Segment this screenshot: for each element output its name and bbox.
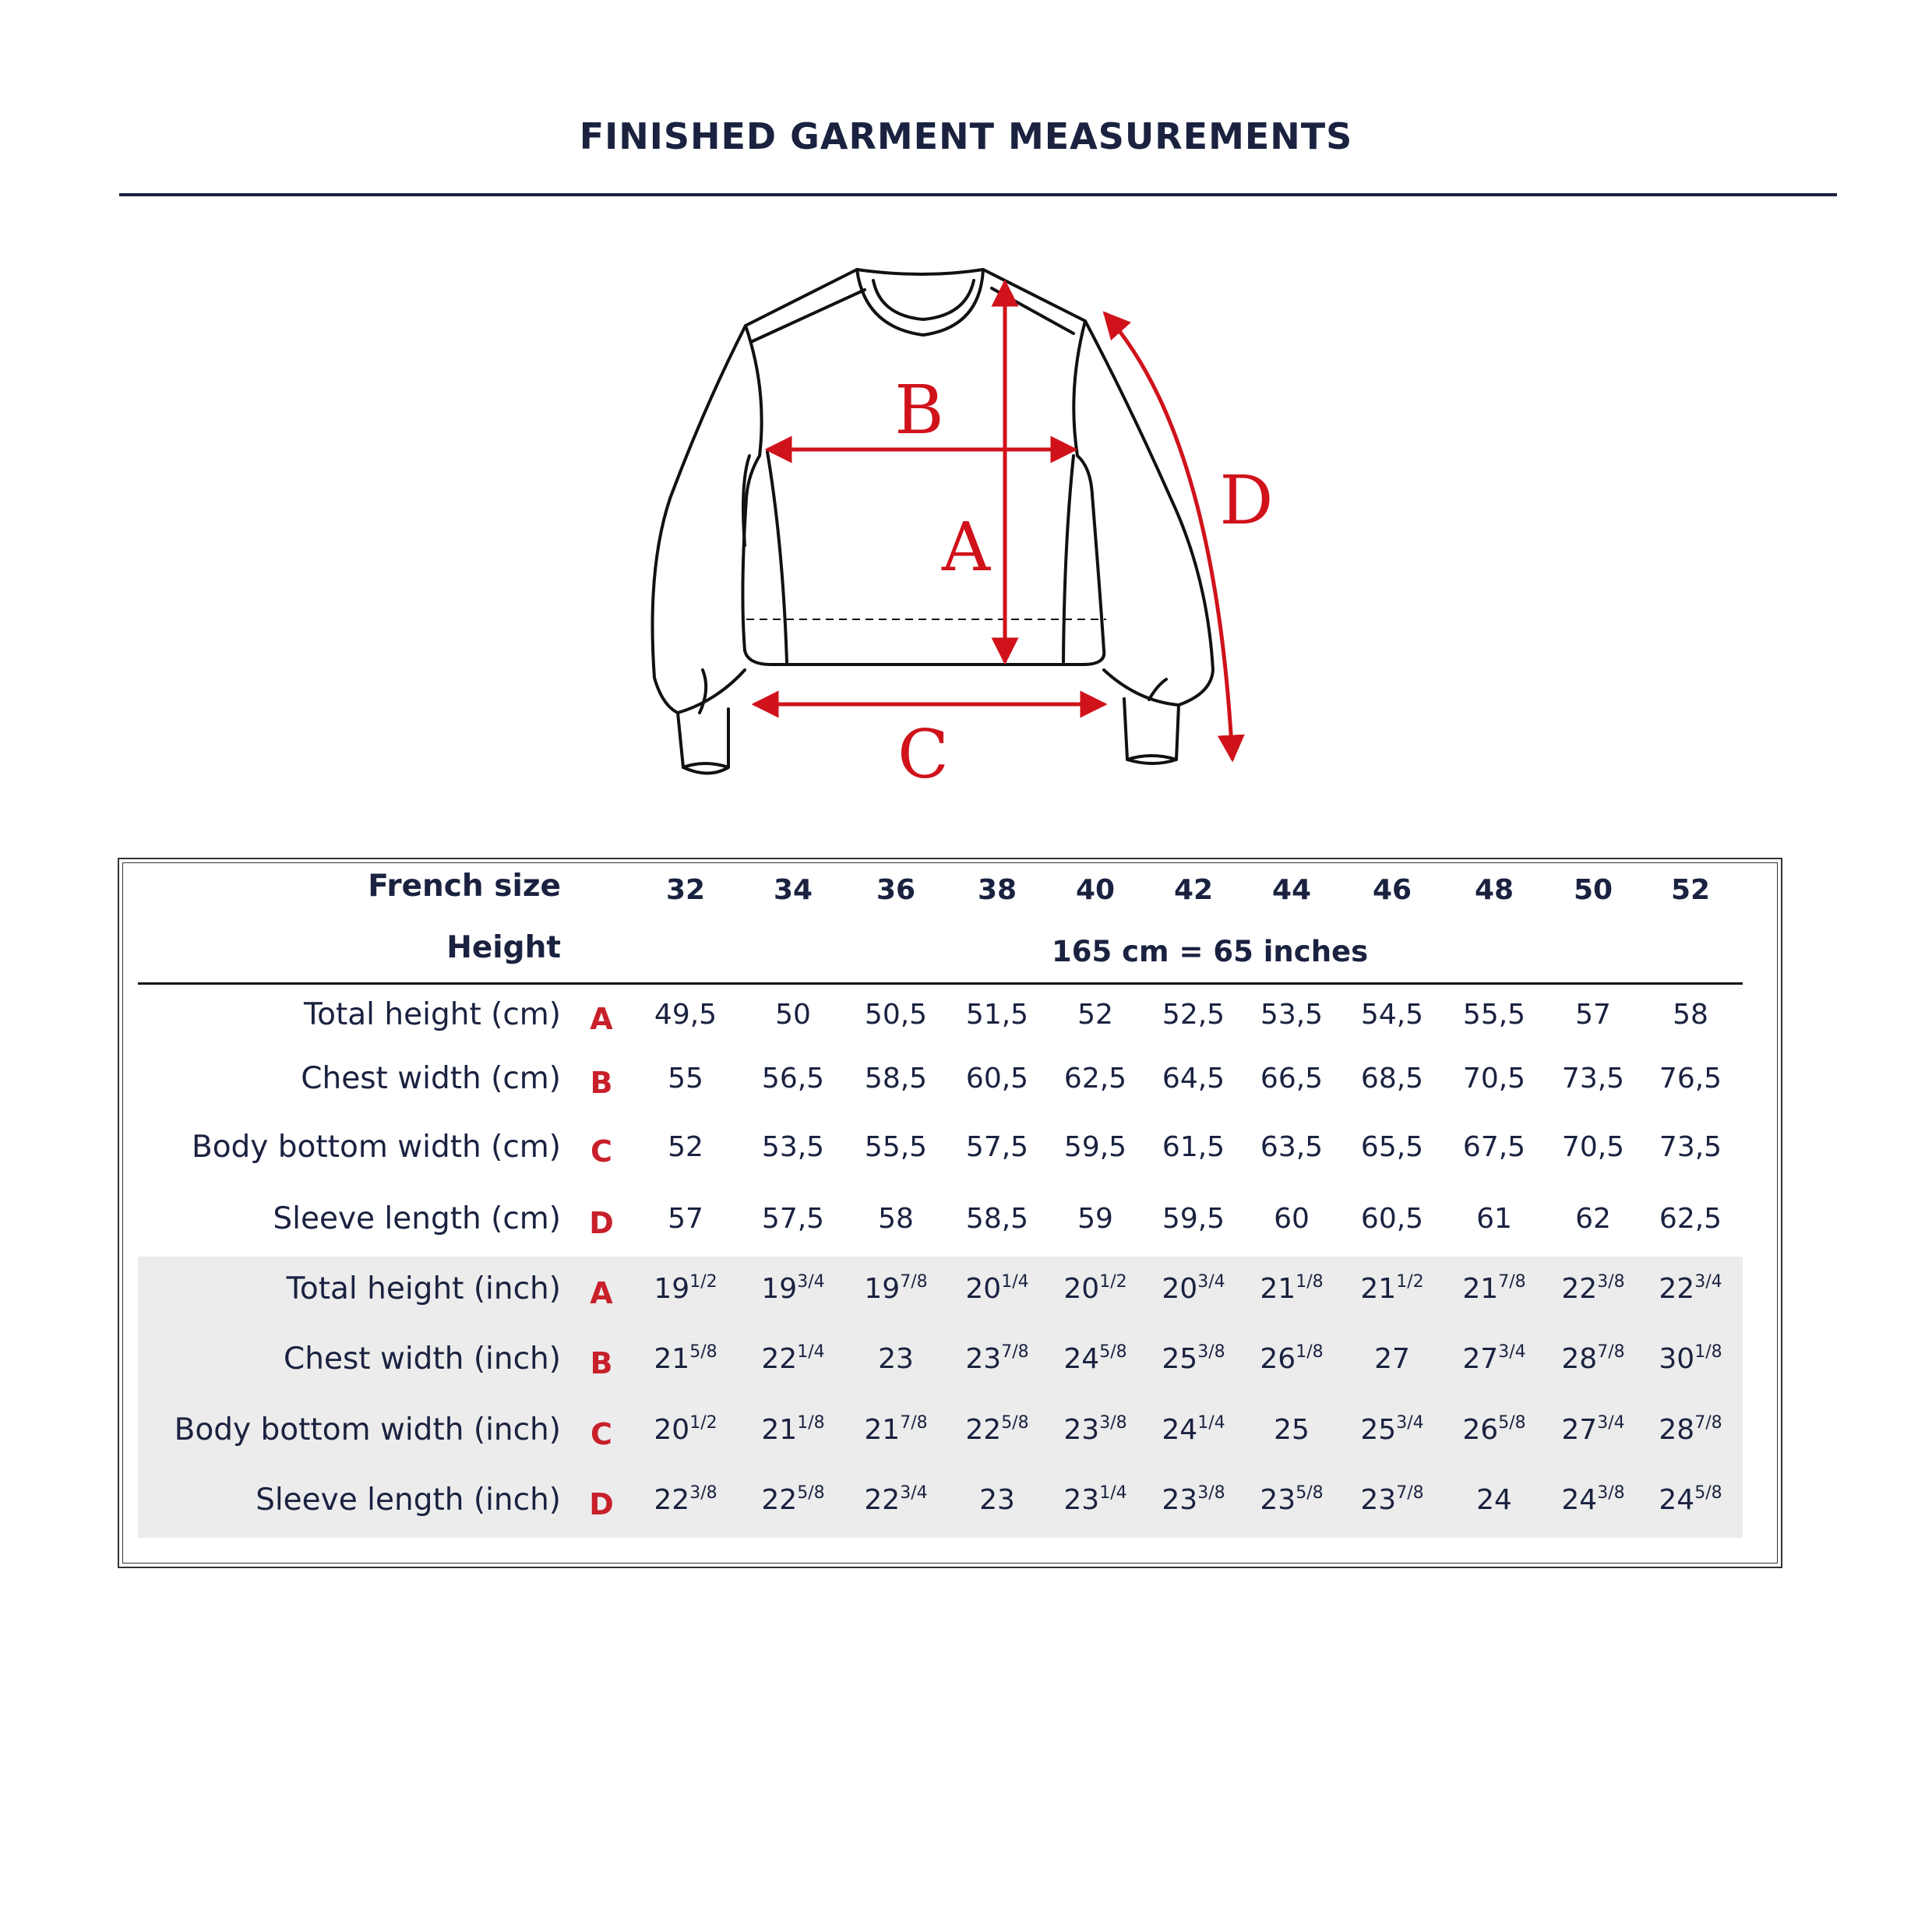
table-cell <box>1636 1273 1745 1305</box>
cell-fraction: 1/2 <box>689 1272 717 1292</box>
cell-value: 28 <box>1659 1414 1695 1446</box>
size-header-52: 52 <box>1670 874 1711 906</box>
table-cell <box>1041 1273 1150 1305</box>
table-cell <box>1041 1131 1150 1163</box>
cell-value: 56,5 <box>761 1063 825 1095</box>
cell-value: 70,5 <box>1561 1131 1625 1163</box>
table-cell <box>631 1203 740 1235</box>
table-cell <box>1338 1484 1447 1516</box>
table-cell <box>1338 1343 1447 1375</box>
cell-value: 63,5 <box>1260 1131 1324 1163</box>
table-cell <box>1539 1131 1648 1163</box>
table-cell <box>1636 1414 1745 1446</box>
row-label: Chest width (inch) <box>284 1341 561 1377</box>
table-cell <box>943 999 1052 1031</box>
cell-value: 57,5 <box>965 1131 1029 1163</box>
cell-value: 22 <box>1561 1273 1598 1305</box>
table-cell <box>1440 1203 1549 1235</box>
cell-fraction: 3/4 <box>797 1272 825 1292</box>
row-letter: B <box>590 1346 613 1380</box>
row-letter: A <box>590 1002 613 1036</box>
table-cell <box>1041 1484 1150 1516</box>
cell-fraction: 3/4 <box>1597 1413 1625 1433</box>
cell-value: 23 <box>979 1484 1015 1516</box>
cell-value: 67,5 <box>1462 1131 1526 1163</box>
table-cell <box>1041 1203 1150 1235</box>
cell-value: 57,5 <box>761 1203 825 1235</box>
table-cell <box>1338 1414 1447 1446</box>
cell-fraction: 1/8 <box>1296 1342 1324 1362</box>
table-cell <box>943 1131 1052 1163</box>
cell-fraction: 7/8 <box>1597 1342 1625 1362</box>
cell-value: 65,5 <box>1360 1131 1424 1163</box>
diagram-label-c: C <box>897 716 949 794</box>
table-cell <box>1636 1063 1745 1095</box>
cell-value: 58,5 <box>864 1063 928 1095</box>
table-cell <box>1539 999 1648 1031</box>
table-cell <box>943 1273 1052 1305</box>
cell-fraction: 3/4 <box>1396 1413 1424 1433</box>
table-cell <box>1636 1484 1745 1516</box>
cell-value: 23 <box>1360 1484 1397 1516</box>
cell-value: 23 <box>965 1343 1002 1375</box>
cell-value: 19 <box>864 1273 901 1305</box>
cell-value: 20 <box>654 1414 690 1446</box>
table-cell <box>1539 1273 1648 1305</box>
cell-value: 61,5 <box>1162 1131 1225 1163</box>
diagram-label-b: B <box>894 372 944 450</box>
cell-value: 23 <box>1162 1484 1198 1516</box>
table-cell <box>739 999 848 1031</box>
table-cell <box>631 999 740 1031</box>
cell-value: 30 <box>1659 1343 1695 1375</box>
table-cell <box>943 1063 1052 1095</box>
french-size-label: French size <box>368 869 561 904</box>
row-label: Body bottom width (cm) <box>191 1130 561 1165</box>
table-cell <box>739 1063 848 1095</box>
cell-value: 26 <box>1260 1343 1296 1375</box>
cell-fraction: 3/8 <box>1099 1413 1127 1433</box>
table-cell <box>841 1343 950 1375</box>
cell-value: 62,5 <box>1659 1203 1722 1235</box>
table-cell <box>739 1203 848 1235</box>
cell-value: 60,5 <box>1360 1203 1424 1235</box>
row-letter: C <box>591 1134 612 1169</box>
cell-value: 68,5 <box>1360 1063 1424 1095</box>
table-cell <box>1440 1131 1549 1163</box>
table-cell <box>1636 999 1745 1031</box>
cell-value: 53,5 <box>761 1131 825 1163</box>
cell-value: 27 <box>1374 1343 1410 1375</box>
cell-value: 61 <box>1476 1203 1512 1235</box>
cell-value: 25 <box>1274 1414 1310 1446</box>
cell-value: 24 <box>1162 1414 1198 1446</box>
cell-value: 27 <box>1462 1343 1499 1375</box>
cell-value: 51,5 <box>965 999 1029 1031</box>
cell-value: 52 <box>668 1131 703 1163</box>
cell-value: 24 <box>1659 1484 1695 1516</box>
row-letter: D <box>589 1206 614 1240</box>
cell-fraction: 1/8 <box>797 1413 825 1433</box>
cell-fraction: 5/8 <box>1296 1483 1324 1503</box>
page-title: FINISHED GARMENT MEASUREMENTS <box>579 115 1353 157</box>
table-cell <box>1539 1203 1648 1235</box>
cell-value: 52,5 <box>1162 999 1225 1031</box>
table-cell <box>1139 1414 1248 1446</box>
table-cell <box>631 1414 740 1446</box>
table-cell <box>1041 1343 1150 1375</box>
cell-fraction: 3/4 <box>900 1483 928 1503</box>
cell-value: 76,5 <box>1659 1063 1722 1095</box>
table-cell <box>1440 1414 1549 1446</box>
cell-fraction: 5/8 <box>1498 1413 1526 1433</box>
cell-value: 73,5 <box>1561 1063 1625 1095</box>
cell-fraction: 1/8 <box>1296 1272 1324 1292</box>
sweater-diagram <box>0 0 1932 841</box>
row-label: Sleeve length (inch) <box>256 1482 561 1518</box>
cell-value: 59,5 <box>1162 1203 1225 1235</box>
table-cell <box>841 1063 950 1095</box>
table-cell <box>1139 999 1248 1031</box>
cell-value: 22 <box>1659 1273 1695 1305</box>
table-cell <box>1237 999 1346 1031</box>
row-label: Total height (cm) <box>303 997 561 1032</box>
table-cell <box>1237 1203 1346 1235</box>
cell-fraction: 3/8 <box>1597 1272 1625 1292</box>
cell-value: 52 <box>1077 999 1113 1031</box>
cell-value: 22 <box>965 1414 1002 1446</box>
row-letter: C <box>591 1417 612 1451</box>
table-cell <box>1636 1131 1745 1163</box>
cell-fraction: 3/8 <box>1597 1483 1625 1503</box>
table-cell <box>631 1131 740 1163</box>
row-letter: D <box>589 1487 614 1521</box>
table-cell <box>1338 1273 1447 1305</box>
cell-value: 57 <box>1575 999 1611 1031</box>
table-cell <box>631 1484 740 1516</box>
cell-fraction: 1/2 <box>1099 1272 1127 1292</box>
cell-value: 60,5 <box>965 1063 1029 1095</box>
table-cell <box>943 1203 1052 1235</box>
cell-fraction: 5/8 <box>1099 1342 1127 1362</box>
cell-value: 53,5 <box>1260 999 1324 1031</box>
cell-fraction: 7/8 <box>900 1413 928 1433</box>
cell-fraction: 7/8 <box>1396 1483 1424 1503</box>
table-cell <box>1237 1063 1346 1095</box>
cell-value: 25 <box>1360 1414 1397 1446</box>
cell-value: 21 <box>1360 1273 1397 1305</box>
size-header-36: 36 <box>876 874 916 906</box>
cell-value: 55,5 <box>864 1131 928 1163</box>
table-cell <box>1139 1131 1248 1163</box>
cell-value: 49,5 <box>654 999 717 1031</box>
row-letter: A <box>590 1276 613 1310</box>
cell-value: 62 <box>1575 1203 1611 1235</box>
table-cell <box>841 999 950 1031</box>
cell-value: 21 <box>1462 1273 1499 1305</box>
cell-value: 57 <box>668 1203 703 1235</box>
size-header-46: 46 <box>1372 874 1412 906</box>
table-cell <box>1338 1131 1447 1163</box>
cell-fraction: 7/8 <box>900 1272 928 1292</box>
cell-fraction: 1/2 <box>1396 1272 1424 1292</box>
table-cell <box>1636 1203 1745 1235</box>
size-header-42: 42 <box>1173 874 1214 906</box>
cell-value: 55,5 <box>1462 999 1526 1031</box>
cell-value: 21 <box>1260 1273 1296 1305</box>
cell-value: 62,5 <box>1063 1063 1127 1095</box>
cell-fraction: 3/8 <box>1197 1483 1225 1503</box>
table-cell <box>1139 1273 1248 1305</box>
cell-value: 23 <box>1063 1484 1100 1516</box>
height-label: Height <box>446 930 561 965</box>
table-cell <box>1338 999 1447 1031</box>
cell-value: 59 <box>1077 1203 1113 1235</box>
cell-value: 58 <box>1673 999 1708 1031</box>
cell-value: 22 <box>761 1343 798 1375</box>
table-cell <box>841 1484 950 1516</box>
cell-value: 19 <box>654 1273 690 1305</box>
cell-fraction: 1/4 <box>1099 1483 1127 1503</box>
cell-fraction: 3/8 <box>1197 1342 1225 1362</box>
cell-value: 64,5 <box>1162 1063 1225 1095</box>
table-cell <box>943 1343 1052 1375</box>
table-cell <box>1338 1063 1447 1095</box>
table-cell <box>631 1343 740 1375</box>
cell-value: 66,5 <box>1260 1063 1324 1095</box>
row-label: Body bottom width (inch) <box>174 1412 561 1447</box>
cell-value: 22 <box>654 1484 690 1516</box>
cell-value: 21 <box>761 1414 798 1446</box>
cell-fraction: 1/4 <box>1001 1272 1029 1292</box>
size-header-50: 50 <box>1573 874 1613 906</box>
size-header-48: 48 <box>1474 874 1514 906</box>
cell-fraction: 7/8 <box>1498 1272 1526 1292</box>
table-cell <box>1440 1484 1549 1516</box>
cell-value: 23 <box>1063 1414 1100 1446</box>
row-label: Total height (inch) <box>286 1271 561 1306</box>
cell-value: 21 <box>864 1414 901 1446</box>
table-cell <box>631 1063 740 1095</box>
table-header-divider <box>138 982 1743 985</box>
cell-value: 27 <box>1561 1414 1598 1446</box>
cell-value: 22 <box>761 1484 798 1516</box>
cell-value: 70,5 <box>1462 1063 1526 1095</box>
size-header-34: 34 <box>773 874 813 906</box>
cell-value: 22 <box>864 1484 901 1516</box>
cell-value: 24 <box>1561 1484 1598 1516</box>
cell-fraction: 5/8 <box>1001 1413 1029 1433</box>
table-cell <box>739 1131 848 1163</box>
table-cell <box>1139 1484 1248 1516</box>
cell-value: 58,5 <box>965 1203 1029 1235</box>
table-cell <box>841 1131 950 1163</box>
cell-value: 23 <box>878 1343 914 1375</box>
table-cell <box>739 1343 848 1375</box>
table-cell <box>1237 1484 1346 1516</box>
cell-fraction: 5/8 <box>689 1342 717 1362</box>
cell-fraction: 5/8 <box>797 1483 825 1503</box>
cell-value: 23 <box>1260 1484 1296 1516</box>
cell-value: 50 <box>775 999 811 1031</box>
table-cell <box>1338 1203 1447 1235</box>
cell-fraction: 1/8 <box>1694 1342 1722 1362</box>
table-cell <box>841 1203 950 1235</box>
table-cell <box>1539 1484 1648 1516</box>
cell-fraction: 1/2 <box>689 1413 717 1433</box>
cell-value: 58 <box>878 1203 914 1235</box>
cell-fraction: 1/4 <box>1197 1413 1225 1433</box>
table-cell <box>1440 1343 1549 1375</box>
cell-value: 24 <box>1063 1343 1100 1375</box>
table-cell <box>943 1484 1052 1516</box>
cell-value: 21 <box>654 1343 690 1375</box>
table-cell <box>739 1414 848 1446</box>
table-cell <box>1237 1131 1346 1163</box>
cell-value: 50,5 <box>864 999 928 1031</box>
table-cell <box>841 1414 950 1446</box>
cell-value: 20 <box>1162 1273 1198 1305</box>
arrow-d <box>1105 313 1232 760</box>
diagram-label-d: D <box>1219 462 1274 540</box>
measurement-arrows <box>754 282 1232 760</box>
table-cell <box>1139 1343 1248 1375</box>
table-cell <box>841 1273 950 1305</box>
row-label: Chest width (cm) <box>301 1061 561 1096</box>
size-header-44: 44 <box>1271 874 1312 906</box>
table-cell <box>631 1273 740 1305</box>
table-cell <box>1440 1063 1549 1095</box>
cell-value: 24 <box>1476 1484 1512 1516</box>
table-cell <box>1041 1063 1150 1095</box>
table-cell <box>1041 999 1150 1031</box>
height-value: 165 cm = 65 inches <box>1052 935 1369 968</box>
cell-fraction: 7/8 <box>1001 1342 1029 1362</box>
row-label: Sleeve length (cm) <box>273 1201 561 1236</box>
table-cell <box>1237 1414 1346 1446</box>
cell-value: 54,5 <box>1360 999 1424 1031</box>
cell-value: 19 <box>761 1273 798 1305</box>
size-header-38: 38 <box>977 874 1017 906</box>
cell-value: 59,5 <box>1063 1131 1127 1163</box>
cell-fraction: 3/8 <box>689 1483 717 1503</box>
table-cell <box>1237 1273 1346 1305</box>
table-cell <box>739 1273 848 1305</box>
cell-value: 26 <box>1462 1414 1499 1446</box>
cell-fraction: 3/4 <box>1694 1272 1722 1292</box>
table-cell <box>1041 1414 1150 1446</box>
table-cell <box>1440 999 1549 1031</box>
cell-fraction: 3/4 <box>1498 1342 1526 1362</box>
cell-value: 55 <box>668 1063 703 1095</box>
cell-fraction: 7/8 <box>1694 1413 1722 1433</box>
diagram-label-a: A <box>941 509 991 587</box>
cell-value: 20 <box>1063 1273 1100 1305</box>
cell-fraction: 1/4 <box>797 1342 825 1362</box>
table-cell <box>943 1414 1052 1446</box>
table-cell <box>1139 1203 1248 1235</box>
cell-value: 20 <box>965 1273 1002 1305</box>
table-cell <box>739 1484 848 1516</box>
size-header-32: 32 <box>665 874 706 906</box>
table-cell <box>1440 1273 1549 1305</box>
table-cell <box>1139 1063 1248 1095</box>
cell-fraction: 3/4 <box>1197 1272 1225 1292</box>
table-cell <box>1539 1063 1648 1095</box>
cell-value: 60 <box>1274 1203 1310 1235</box>
table-cell <box>1636 1343 1745 1375</box>
size-header-40: 40 <box>1075 874 1116 906</box>
cell-fraction: 5/8 <box>1694 1483 1722 1503</box>
row-letter: B <box>590 1066 613 1100</box>
table-cell <box>1539 1414 1648 1446</box>
table-cell <box>1539 1343 1648 1375</box>
cell-value: 73,5 <box>1659 1131 1722 1163</box>
cell-value: 25 <box>1162 1343 1198 1375</box>
table-cell <box>1237 1343 1346 1375</box>
cell-value: 28 <box>1561 1343 1598 1375</box>
